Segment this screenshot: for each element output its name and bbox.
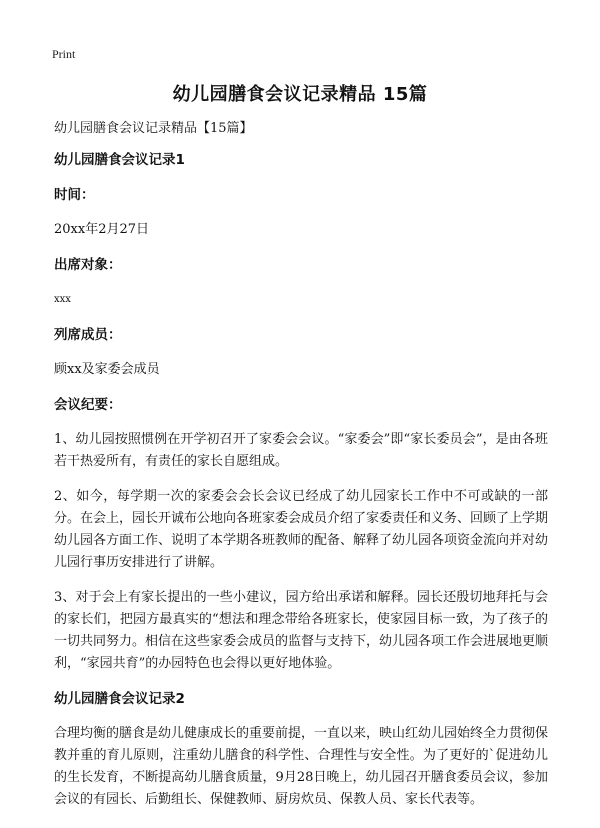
document-subtitle: 幼儿园膳食会议记录精品【15篇】 xyxy=(54,121,253,136)
time-value: 20xx年2月27日 xyxy=(54,222,150,237)
document-title: 幼儿园膳食会议记录精品 15篇 xyxy=(172,84,428,105)
minutes-paragraph-1: 1、幼儿园按照惯例在开学初召开了家委会会议。“家委会”即“家长委员会”，是由各班若干热爱所有，有责任的家长自愿组成。 xyxy=(54,432,548,469)
observers-label: 列席成员： xyxy=(54,327,122,343)
minutes-paragraph-2: 2、如今，每学期一次的家委会会长会议已经成了幼儿园家长工作中不可或缺的一部分。在会上，园长开诚布公地向各班家委会成员介绍了家委责任和义务、回顾了上学期幼儿园各方面工作、说明了本学期各班教师的配备、解释了幼儿园各项资金流向并对幼儿园行事历安排进行了讲解。 xyxy=(54,489,549,570)
document-body xyxy=(54,118,548,824)
record1-heading: 幼儿园膳食会议记录1 xyxy=(54,152,185,168)
time-label: 时间： xyxy=(54,187,95,203)
attendees-label: 出席对象： xyxy=(54,257,122,273)
print-label: Print xyxy=(52,47,76,61)
record2-heading: 幼儿园膳食会议记录2 xyxy=(54,691,185,707)
minutes-label: 会议纪要： xyxy=(54,397,122,413)
attendees-value: xxx xyxy=(54,294,71,305)
minutes-paragraph-3: 3、对于会上有家长提出的一些小建议，园方给出承诺和解释。园长还殷切地拜托与会的家长们，把园方最真实的“想法和理念带给各班家长，使家园目标一致，为了孩子的一切共同努力。相信在这些家委会成员的监督与支持下，幼儿园各项工作会进展地更顺利，“家园共育”的办园特色也会得以更好地体验。 xyxy=(54,590,549,671)
record2-paragraph-1: 合理均衡的膳食是幼儿健康成长的重要前提，一直以来，映山红幼儿园始终全力贯彻保教并重的育儿原则，注重幼儿膳食的科学性、合理性与安全性。为了更好的`促进幼儿的生长发育，不断提高幼儿膳食质量，9月28日晚上，幼儿园召开膳食委员会议，参加会议的有园长、后勤组长、保健教师、厨房炊员、保教人员、家长代表等。 xyxy=(54,726,549,807)
observers-value: 顾xx及家委会成员 xyxy=(54,362,160,377)
